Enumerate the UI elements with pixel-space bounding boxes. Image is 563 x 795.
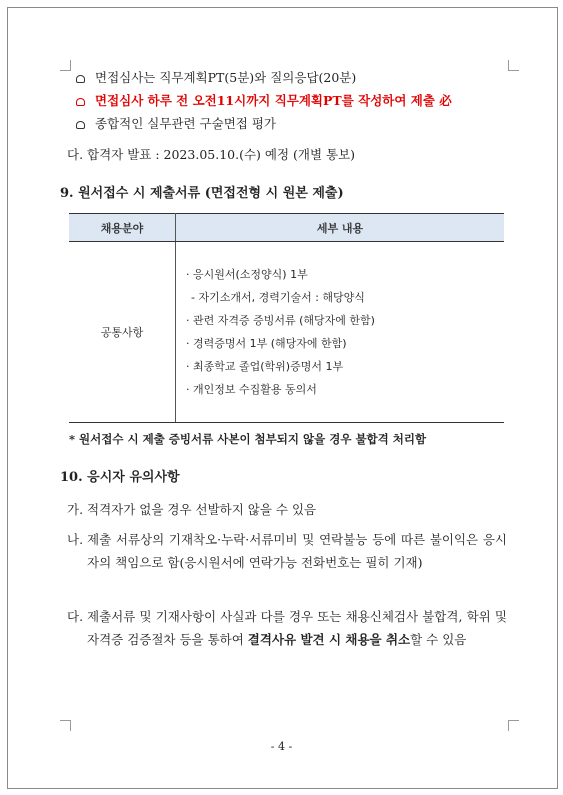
note-na: 나. 제출 서류상의 기재착오·누락·서류미비 및 연락불능 등에 따른 불이익은 응시자의 책임으로 함(응시원서에 연락가능 전화번호는 필히 기재) (67, 532, 507, 570)
field-common: 공통사항 (69, 242, 176, 423)
header-detail: 세부 내용 (176, 214, 505, 242)
announce-line: 다. 합격자 발표 : 2023.05.10.(수) 예정 (개별 통보) (67, 147, 356, 162)
table-header-row (69, 214, 504, 242)
table-note: * 원서접수 시 제출 증빙서류 사본이 첨부되지 않을 경우 불합격 처리함 (69, 432, 427, 446)
bullet-icon (76, 121, 85, 129)
emphasis-cancel: 결격사유 발견 시 채용을 취소 (247, 632, 411, 647)
note-ga: 가. 적격자가 없을 경우 선발하지 않을 수 있음 (67, 502, 317, 517)
note-da: 다. 제출서류 및 기재사항이 사실과 다를 경우 또는 채용신체검사 불합격, 학위 및 자격증 검증절차 등을 통하여 결격사유 발견 시 채용을 취소할 수 있음 (67, 609, 507, 647)
bullet-icon (76, 98, 85, 106)
crop-mark-top-right (508, 60, 519, 71)
list-item: · 개인정보 수집활용 동의서 (186, 383, 317, 396)
list-item: - 자기소개서, 경력기술서 : 해당양식 (191, 291, 365, 304)
section-9-title: 9. 원서접수 시 제출서류 (면접전형 시 원본 제출) (60, 186, 344, 201)
crop-mark-top-left (60, 60, 71, 71)
list-item: · 관련 자격증 증빙서류 (해당자에 한함) (186, 314, 375, 327)
bullet-oral-interview: 종합적인 실무관련 구술면접 평가 (76, 116, 276, 132)
list-item: · 응시원서(소정양식) 1부 (186, 268, 308, 281)
list-item: · 최종학교 졸업(학위)증명서 1부 (186, 360, 344, 373)
table-row (69, 242, 504, 423)
bullet-pt-deadline: 면접심사 하루 전 오전11시까지 직무계획PT를 작성하여 제출 必 (76, 93, 452, 109)
crop-mark-bottom-right (508, 720, 519, 731)
list-item: · 경력증명서 1부 (해당자에 한함) (186, 337, 347, 350)
crop-mark-bottom-left (60, 720, 71, 731)
bullet-icon (76, 75, 85, 83)
section-10-title: 10. 응시자 유의사항 (60, 470, 180, 485)
header-field: 채용분야 (69, 214, 176, 242)
page-number: - 4 - (270, 740, 293, 753)
detail-cell (176, 242, 505, 423)
documents-table (69, 213, 504, 423)
bullet-interview-format: 면접심사는 직무계획PT(5분)와 질의응답(20분) (76, 70, 356, 86)
